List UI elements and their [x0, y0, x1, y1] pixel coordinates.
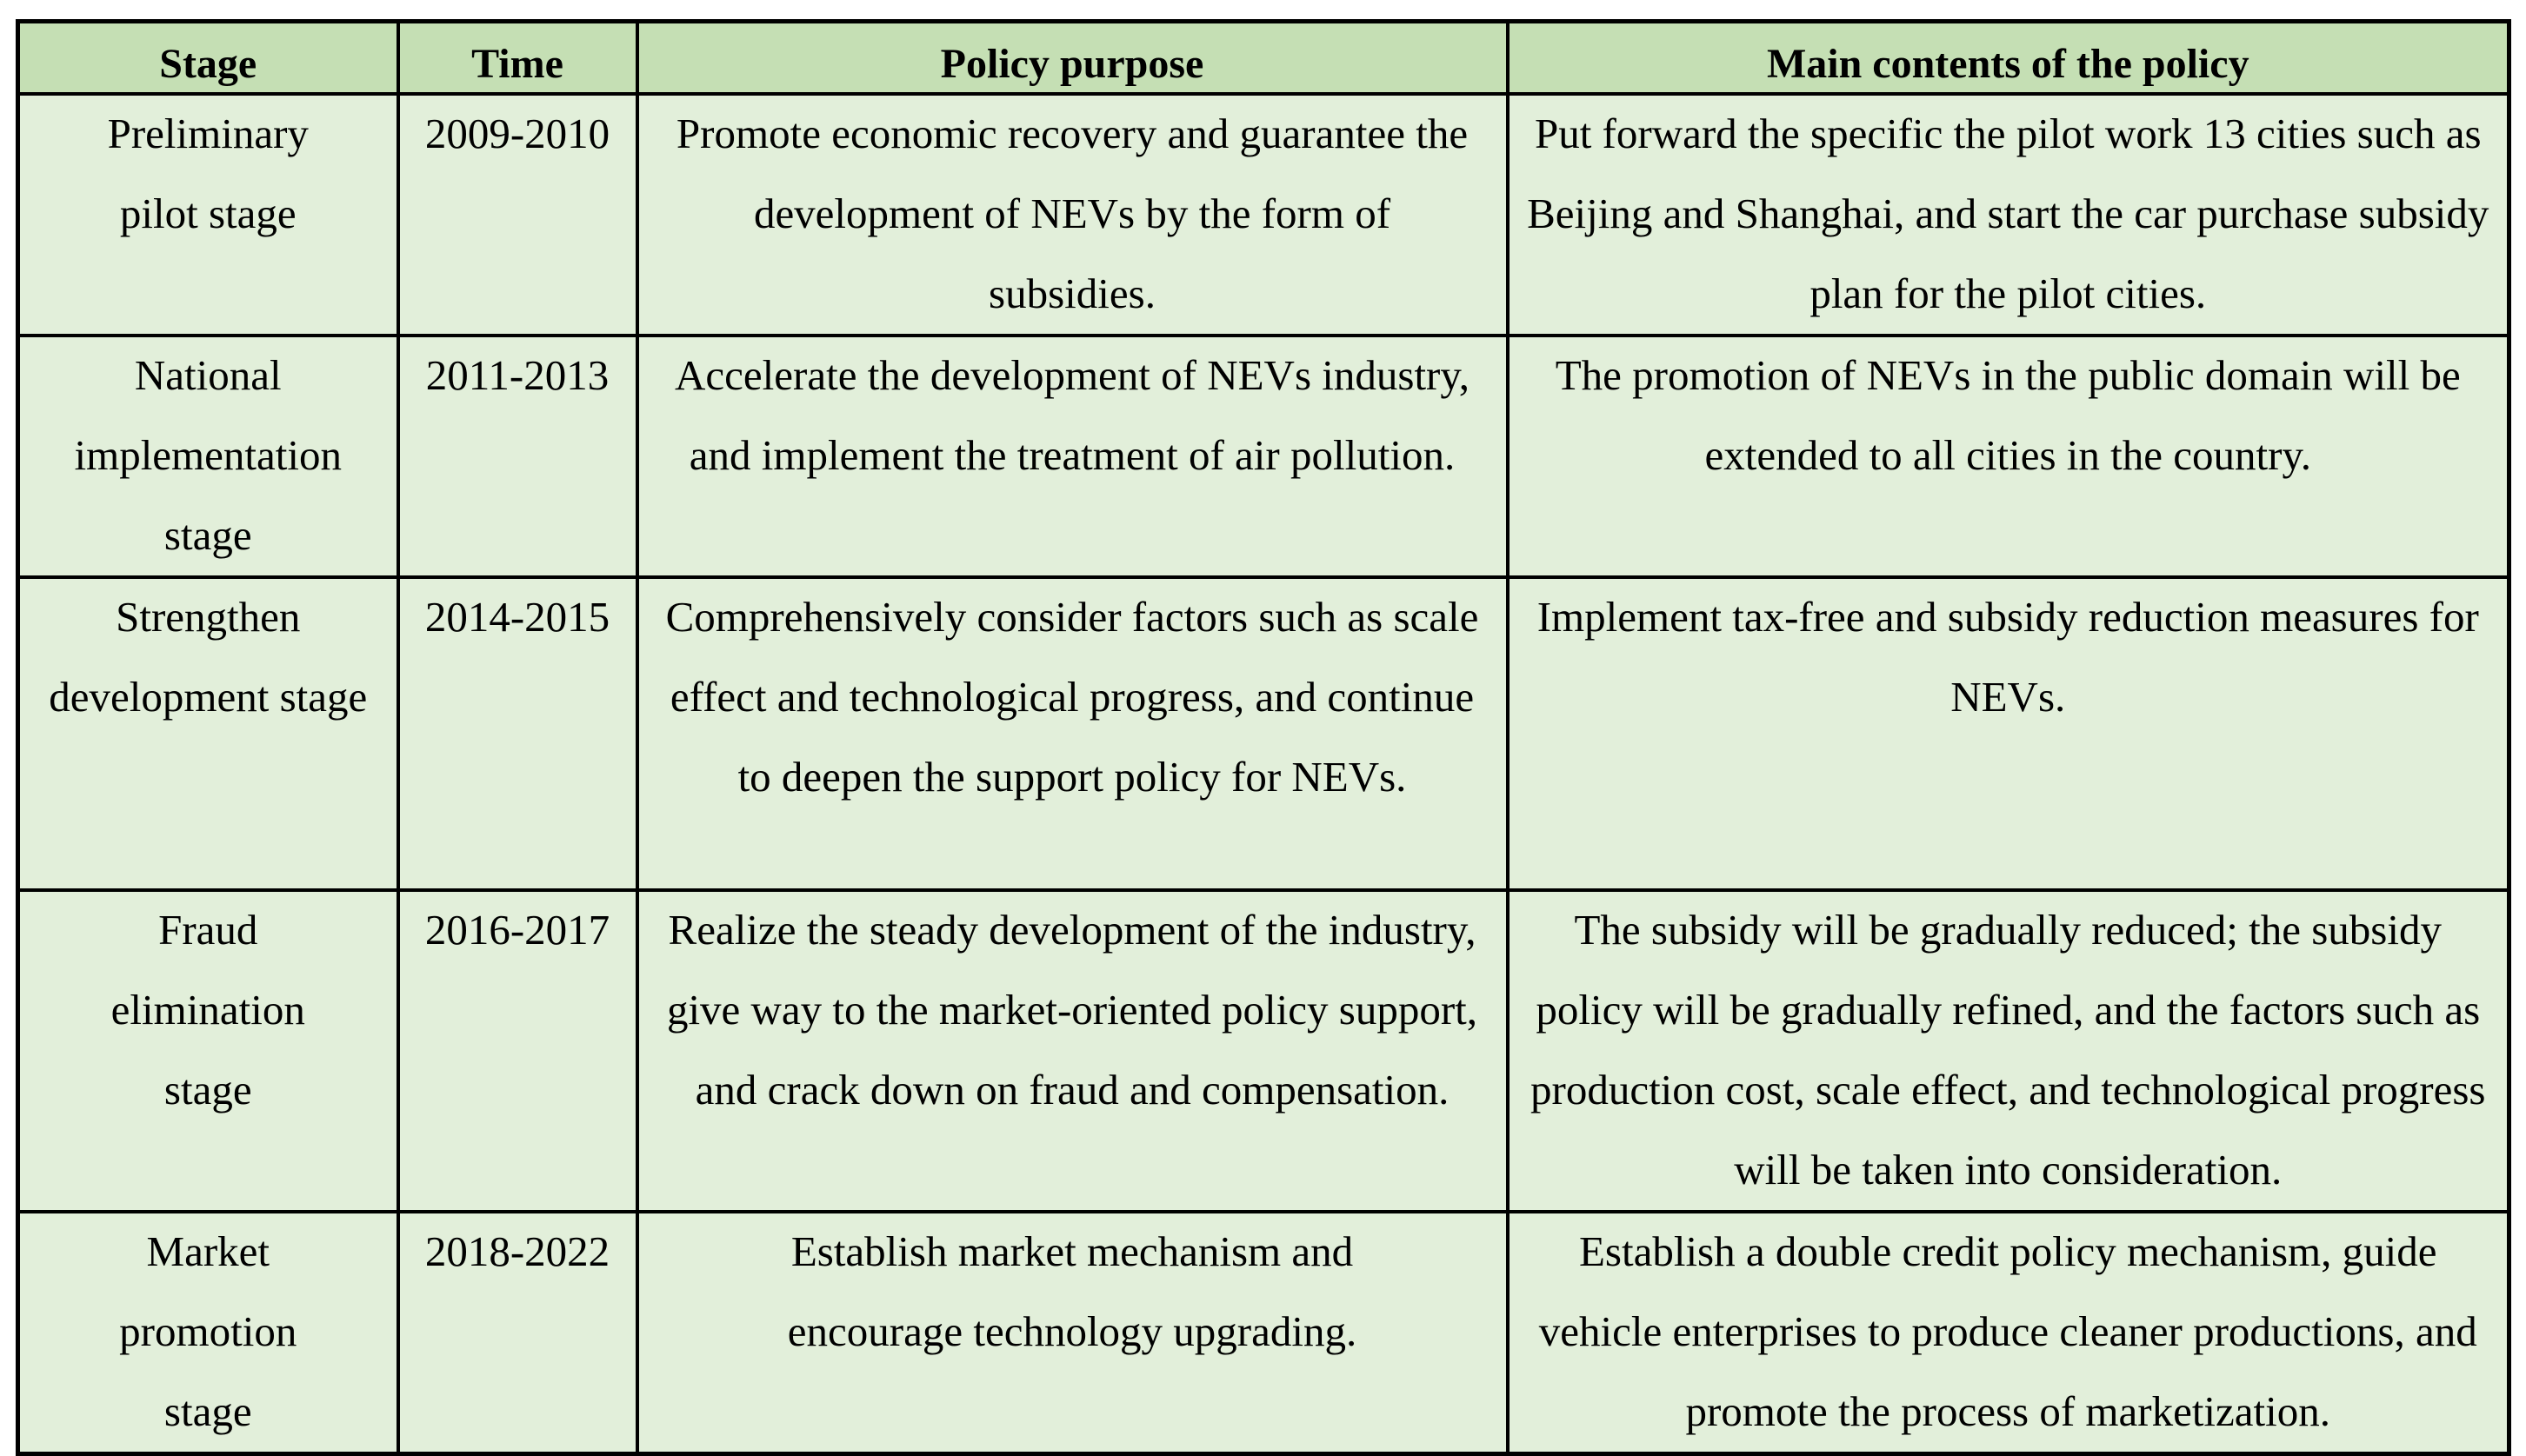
table-row [18, 94, 2509, 336]
contents-cell: Implement tax-free and subsidy reduction measures for NEVs. [1508, 577, 2509, 890]
header-row [18, 22, 2509, 95]
contents-cell: The promotion of NEVs in the public domain will be extended to all cities in the country. [1508, 336, 2509, 577]
purpose-cell: Comprehensively consider factors such as scale effect and technological progress, and continue to deepen the support policy for NEVs. [637, 577, 1508, 890]
stage-cell: Fraud elimination stage [18, 890, 398, 1212]
time-cell: 2014-2015 [398, 577, 637, 890]
time-cell: 2018-2022 [398, 1212, 637, 1454]
header-stage: Stage [18, 22, 398, 95]
purpose-cell: Accelerate the development of NEVs industry, and implement the treatment of air pollution. [637, 336, 1508, 577]
table-row [18, 577, 2509, 890]
policy-stages-table [16, 19, 2511, 1456]
purpose-cell: Establish market mechanism and encourage technology upgrading. [637, 1212, 1508, 1454]
contents-cell: Establish a double credit policy mechanism, guide vehicle enterprises to produce cleaner productions, and promote the process of marketization. [1508, 1212, 2509, 1454]
time-cell: 2011-2013 [398, 336, 637, 577]
stage-cell: Preliminary pilot stage [18, 94, 398, 336]
header-policy-purpose: Policy purpose [637, 22, 1508, 95]
stage-cell: National implementation stage [18, 336, 398, 577]
header-time: Time [398, 22, 637, 95]
header-main-contents: Main contents of the policy [1508, 22, 2509, 95]
purpose-cell: Promote economic recovery and guarantee the development of NEVs by the form of subsidies. [637, 94, 1508, 336]
contents-cell: Put forward the specific the pilot work 13 cities such as Beijing and Shanghai, and start the car purchase subsidy plan for the pilot cities. [1508, 94, 2509, 336]
table-row [18, 890, 2509, 1212]
time-cell: 2016-2017 [398, 890, 637, 1212]
purpose-cell: Realize the steady development of the industry, give way to the market-oriented policy support, and crack down on fraud and compensation. [637, 890, 1508, 1212]
table-row [18, 336, 2509, 577]
contents-cell: The subsidy will be gradually reduced; the subsidy policy will be gradually refined, and the factors such as production cost, scale effect, and technological progress will be taken into consideration. [1508, 890, 2509, 1212]
stage-cell: Market promotion stage [18, 1212, 398, 1454]
table-row [18, 1212, 2509, 1454]
time-cell: 2009-2010 [398, 94, 637, 336]
stage-cell: Strengthen development stage [18, 577, 398, 890]
